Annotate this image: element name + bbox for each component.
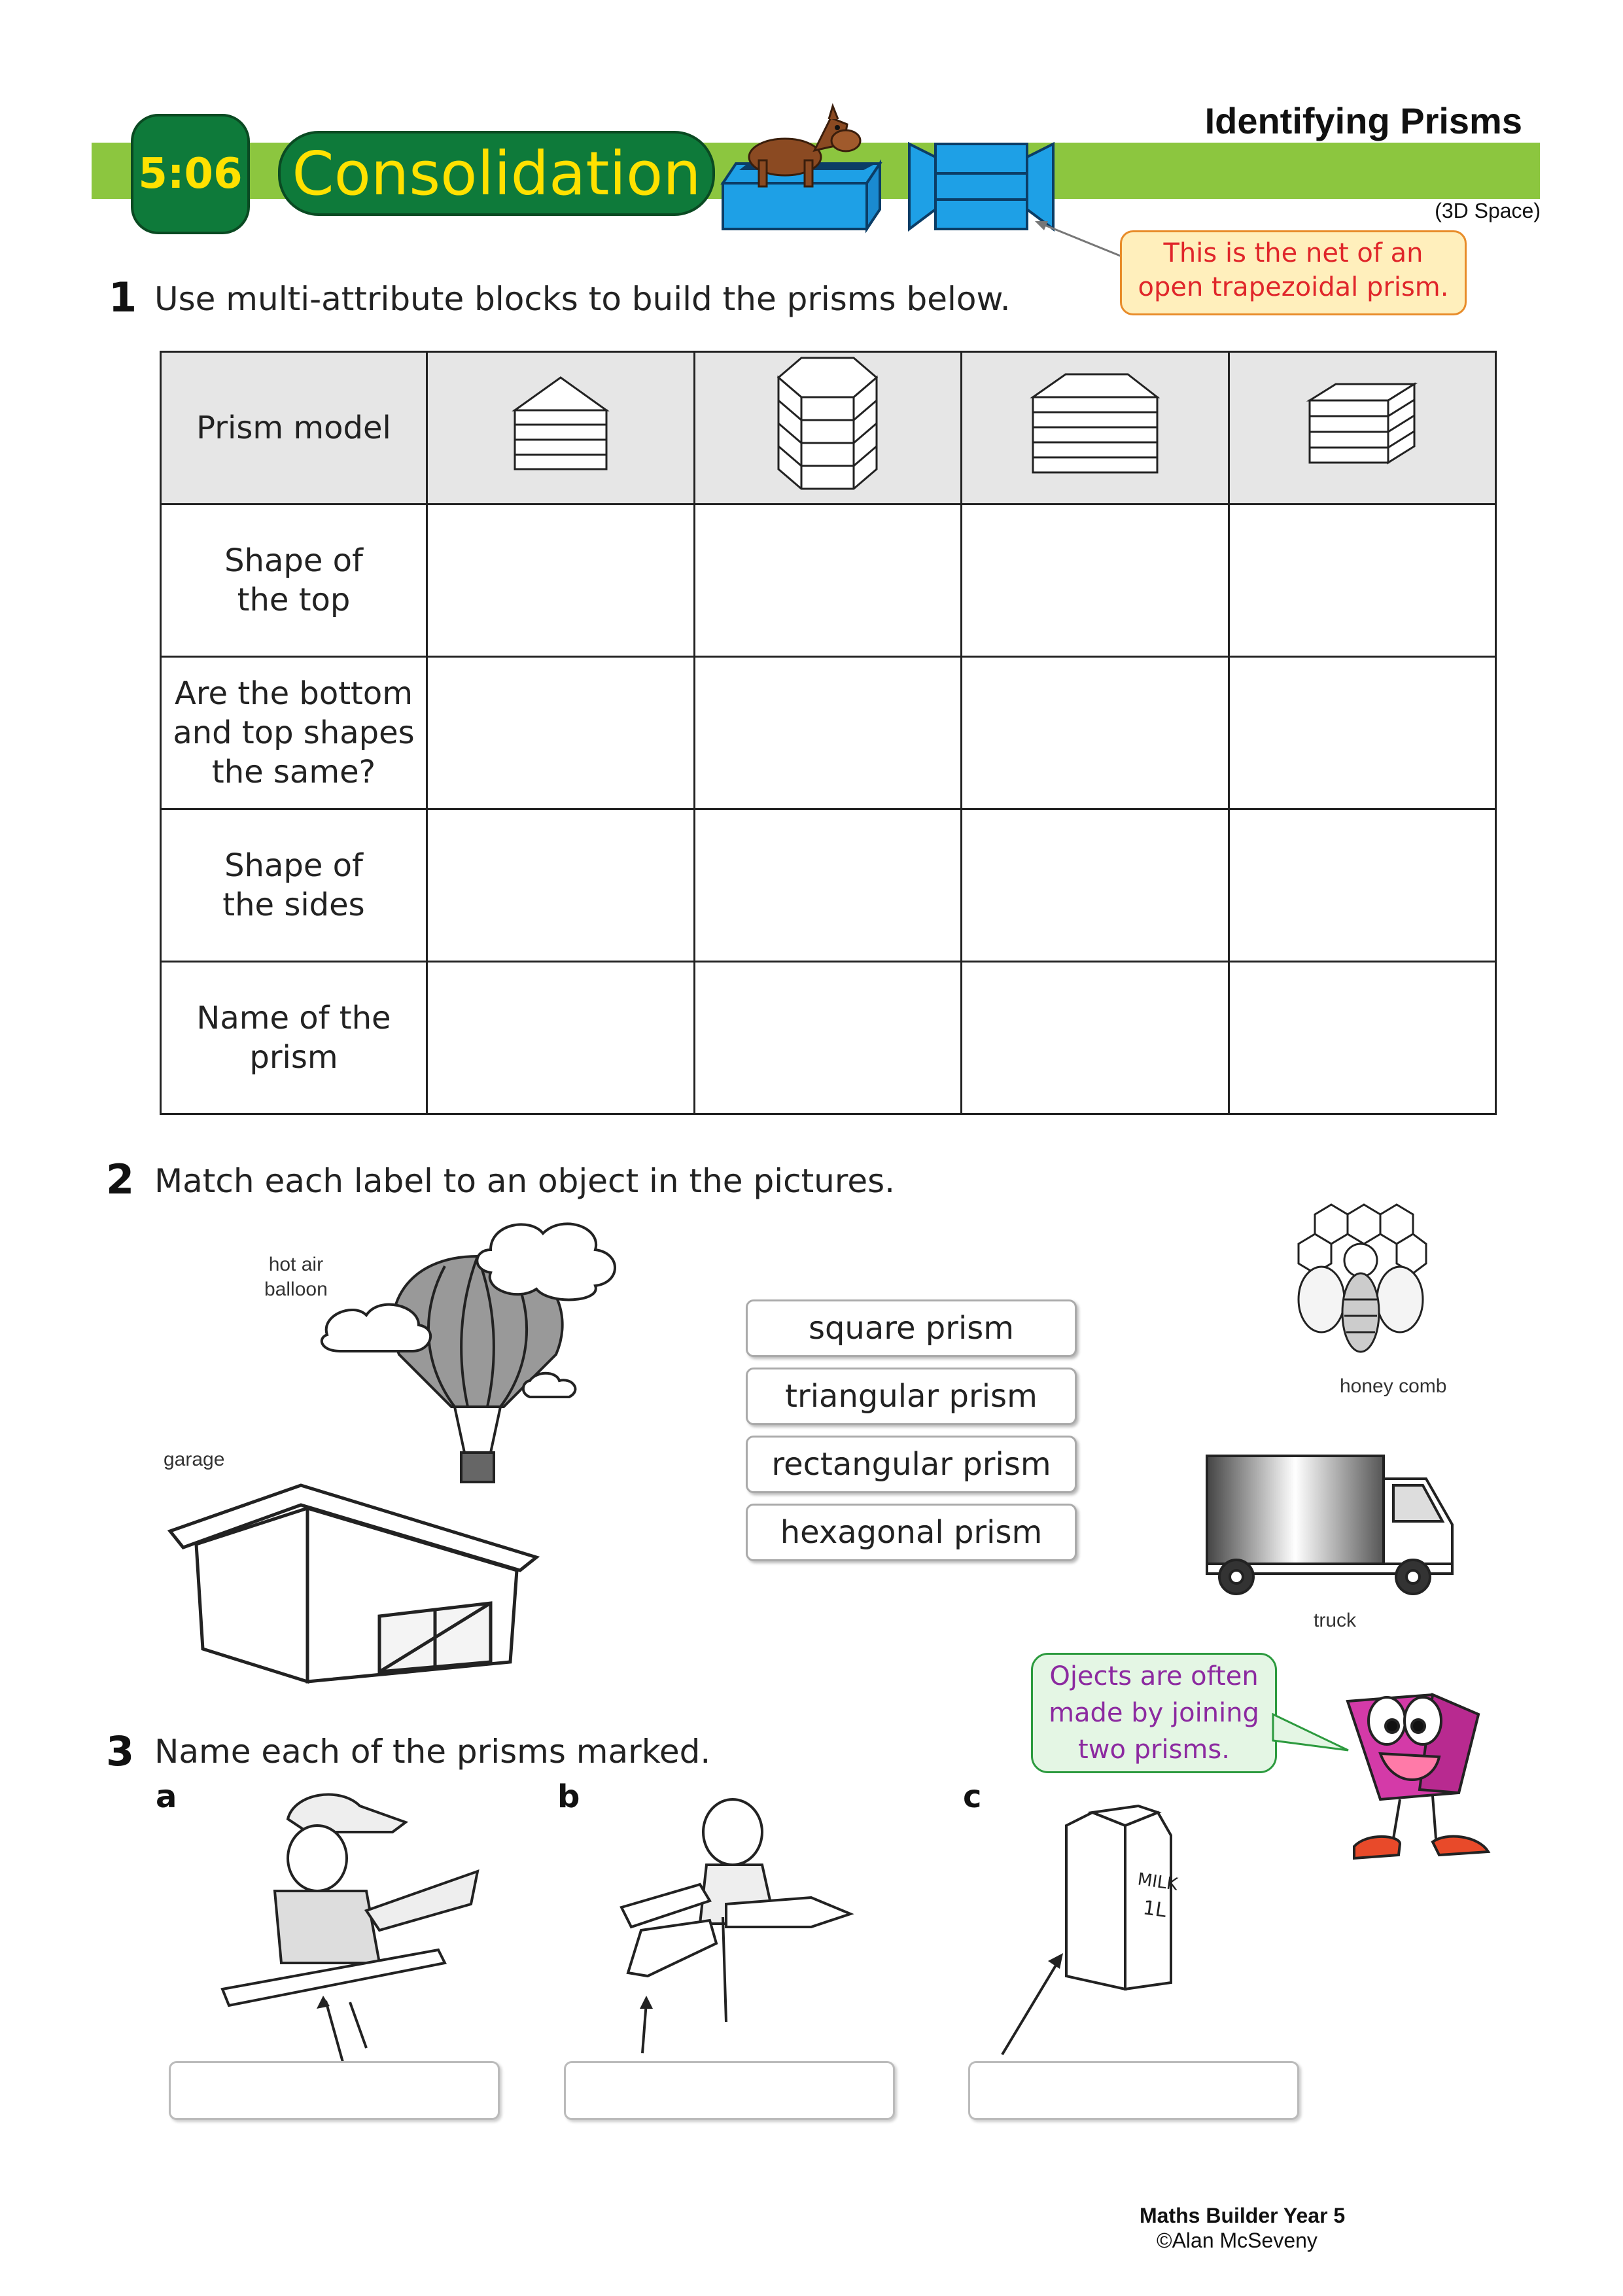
garage-label: garage: [164, 1449, 225, 1470]
prism-table: [160, 351, 1497, 1115]
answer-cell[interactable]: [962, 809, 1229, 962]
question-3-number: 3: [106, 1727, 135, 1775]
page-title: Consolidation: [278, 131, 715, 216]
answer-cell[interactable]: [694, 962, 962, 1114]
net-callout: [1120, 230, 1467, 315]
question-3-text: Name each of the prisms marked.: [154, 1733, 711, 1771]
answer-cell[interactable]: [427, 962, 695, 1114]
part-c-label: c: [963, 1778, 982, 1815]
answer-cell[interactable]: [962, 962, 1229, 1114]
model-cell-2: [694, 352, 962, 504]
honeycomb-label: honey comb: [1340, 1375, 1447, 1397]
hexagonal-prism-icon: [775, 355, 880, 492]
question-1-text: Use multi-attribute blocks to build the prisms below.: [154, 280, 1011, 318]
milk-volume-text: 1L: [1141, 1896, 1168, 1922]
prism-mascot-icon: [1302, 1675, 1498, 1871]
trapezoidal-prism-icon: [1030, 371, 1161, 476]
balloon-label: hot air balloon: [264, 1254, 328, 1300]
arrow-b: [633, 1996, 659, 2055]
answer-cell[interactable]: [694, 809, 962, 962]
lesson-code-badge: 5:06: [131, 114, 250, 234]
answer-cell[interactable]: [1229, 962, 1496, 1114]
table-row: [161, 504, 1496, 657]
answer-box-c[interactable]: [968, 2061, 1299, 2120]
truck-icon: [1204, 1453, 1459, 1597]
question-2-text: Match each label to an object in the pictures.: [154, 1162, 896, 1200]
table-row: [161, 809, 1496, 962]
milk-carton-icon: [1053, 1806, 1191, 2002]
model-cell-3: [962, 352, 1229, 504]
answer-cell[interactable]: [427, 657, 695, 809]
milk-text: MILK: [1136, 1869, 1179, 1895]
tip-line-1: Ojects are often: [1049, 1661, 1259, 1691]
answer-cell[interactable]: [962, 504, 1229, 657]
garage-icon: [164, 1472, 536, 1695]
footer-copyright: ©Alan McSeveny: [1157, 2229, 1318, 2252]
net-callout-line-1: This is the net of an: [1163, 238, 1423, 268]
arrow-c: [994, 1953, 1066, 2058]
callout-arrow: [1034, 216, 1125, 262]
label-hexagonal-prism[interactable]: hexagonal prism: [746, 1504, 1077, 1561]
question-1-number: 1: [109, 274, 137, 321]
truck-label: truck: [1314, 1610, 1357, 1631]
part-a-label: a: [156, 1778, 177, 1815]
honeycomb-bee-icon: [1295, 1201, 1426, 1358]
label-square-prism[interactable]: square prism: [746, 1299, 1077, 1357]
tip-callout: [1031, 1653, 1277, 1773]
rectangular-prism-icon: [1306, 381, 1418, 466]
row-label-shape-top: Shape of the top: [161, 504, 427, 657]
row-label-prism-name: Name of the prism: [161, 962, 427, 1114]
label-rectangular-prism[interactable]: rectangular prism: [746, 1436, 1077, 1493]
answer-cell[interactable]: [962, 657, 1229, 809]
tip-line-2: made by joining: [1049, 1698, 1259, 1728]
answer-cell[interactable]: [1229, 504, 1496, 657]
footer-book-title: Maths Builder Year 5: [1140, 2204, 1346, 2227]
row-label-prism-model: Prism model: [161, 352, 427, 504]
arrow-a: [314, 1996, 353, 2068]
part-b-label: b: [557, 1778, 580, 1815]
answer-cell[interactable]: [1229, 657, 1496, 809]
strand-label: (3D Space): [1435, 199, 1541, 222]
answer-box-a[interactable]: [169, 2061, 500, 2120]
model-cell-1: [427, 352, 695, 504]
tip-line-3: two prisms.: [1078, 1735, 1230, 1765]
answer-cell[interactable]: [1229, 809, 1496, 962]
table-row: [161, 657, 1496, 809]
donkey-box-icon: [716, 105, 880, 236]
answer-cell[interactable]: [694, 657, 962, 809]
row-label-shape-sides: Shape of the sides: [161, 809, 427, 962]
label-triangular-prism[interactable]: triangular prism: [746, 1368, 1077, 1425]
table-row: [161, 352, 1496, 504]
answer-cell[interactable]: [694, 504, 962, 657]
hot-air-balloon-icon: [314, 1210, 641, 1498]
net-callout-line-2: open trapezoidal prism.: [1138, 272, 1449, 302]
answer-cell[interactable]: [427, 809, 695, 962]
model-cell-4: [1229, 352, 1496, 504]
pentagonal-prism-icon: [512, 371, 610, 476]
table-row: [161, 962, 1496, 1114]
answer-cell[interactable]: [427, 504, 695, 657]
answer-box-b[interactable]: [564, 2061, 895, 2120]
question-2-number: 2: [106, 1156, 135, 1203]
row-label-same-shapes: Are the bottom and top shapes the same?: [161, 657, 427, 809]
topic-title: Identifying Prisms: [1204, 100, 1522, 141]
